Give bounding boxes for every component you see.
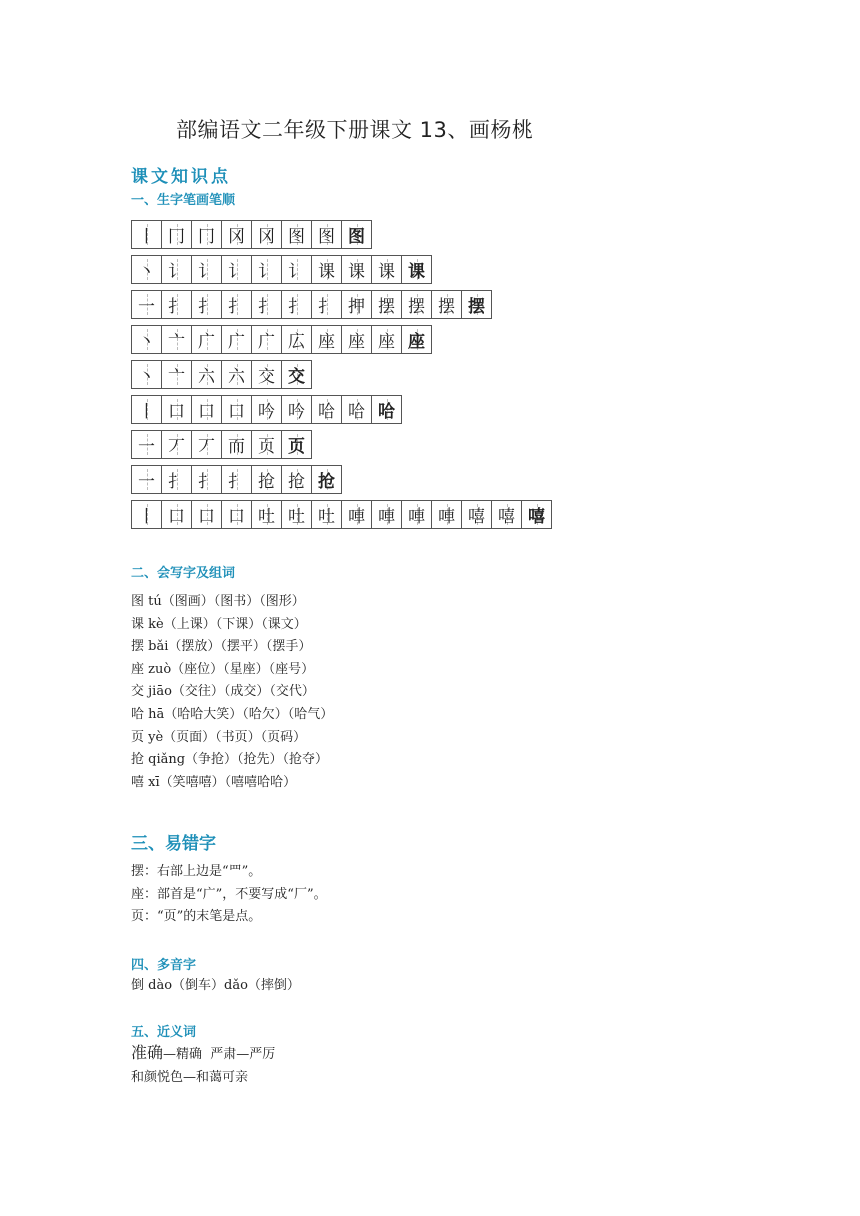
stroke-char: 冂 (168, 227, 185, 247)
stroke-char: 而 (228, 437, 245, 457)
stroke-cell (191, 465, 222, 494)
stroke-char: 座 (408, 332, 425, 352)
stroke-cell (431, 500, 462, 529)
stroke-char: 广 (228, 332, 245, 352)
stroke-cell (371, 500, 402, 529)
stroke-char: 摆 (408, 297, 425, 317)
stroke-cell (131, 220, 162, 249)
stroke-cell (281, 220, 312, 249)
mistake-line: 摆：右部上边是“罒”。 (131, 864, 262, 879)
stroke-cell (341, 220, 372, 249)
stroke-char: 讠 (168, 262, 185, 282)
stroke-row (131, 325, 551, 354)
stroke-char: 口 (168, 507, 185, 527)
stroke-cell (131, 395, 162, 424)
stroke-cell (401, 290, 432, 319)
stroke-row (131, 465, 551, 494)
stroke-cell (281, 465, 312, 494)
stroke-cell (461, 500, 492, 529)
stroke-cell (221, 465, 252, 494)
stroke-cell (311, 220, 342, 249)
stroke-char: 丶 (138, 367, 155, 387)
stroke-cell (281, 395, 312, 424)
stroke-cell (131, 500, 162, 529)
stroke-char: 图 (348, 227, 365, 247)
section-header: 课文知识点 (131, 167, 231, 187)
mistake-line: 页：“页”的末笔是点。 (131, 909, 262, 925)
stroke-char: 押 (348, 297, 365, 317)
stroke-cell (221, 360, 252, 389)
stroke-cell (161, 255, 192, 284)
stroke-cell (341, 290, 372, 319)
stroke-char: 扌 (198, 472, 215, 492)
stroke-row (131, 360, 551, 389)
word-line: 座 zuò（座位）（星座）（座号） (131, 661, 315, 677)
synonyms-list (131, 1042, 275, 1089)
stroke-row (131, 220, 551, 249)
stroke-char: 摆 (438, 297, 455, 317)
word-line: 交 jiāo（交往）（成交）（交代） (131, 684, 315, 700)
stroke-cell (131, 430, 162, 459)
stroke-char: 图 (288, 227, 305, 247)
polyphone-heading: 四、多音字 (131, 958, 197, 973)
stroke-cell (311, 500, 342, 529)
stroke-cell (281, 290, 312, 319)
stroke-char: 扌 (168, 297, 185, 317)
stroke-cell (161, 395, 192, 424)
stroke-char: 讠 (258, 262, 275, 282)
stroke-cell (311, 325, 342, 354)
stroke-cell (521, 500, 552, 529)
stroke-cell (161, 430, 192, 459)
stroke-char: 座 (318, 332, 335, 352)
stroke-order-grid (131, 220, 551, 535)
stroke-cell (191, 395, 222, 424)
stroke-char: 唓 (348, 507, 365, 527)
word-line: 图 tú（图画）（图书）（图形） (131, 594, 305, 609)
stroke-cell (281, 360, 312, 389)
synonym-rest: —精确 严肃—严厉 (163, 1047, 276, 1062)
stroke-cell (311, 395, 342, 424)
stroke-char: 课 (378, 262, 395, 282)
stroke-cell (281, 255, 312, 284)
stroke-cell (251, 290, 282, 319)
stroke-char: 扌 (198, 297, 215, 317)
stroke-char: 丆 (198, 437, 215, 457)
stroke-char: 讠 (228, 262, 245, 282)
stroke-char: 冈 (228, 227, 245, 247)
stroke-char: 摆 (468, 297, 485, 317)
page-title: 部编语文二年级下册课文 13、画杨桃 (176, 118, 534, 142)
stroke-cell (221, 395, 252, 424)
stroke-cell (251, 220, 282, 249)
stroke-cell (251, 395, 282, 424)
words-heading: 二、会写字及组词 (131, 566, 236, 581)
stroke-cell (131, 465, 162, 494)
stroke-cell (251, 325, 282, 354)
stroke-cell (401, 255, 432, 284)
stroke-char: 扌 (258, 297, 275, 317)
stroke-char: 抢 (318, 472, 335, 492)
stroke-cell (161, 325, 192, 354)
stroke-char: 讠 (198, 262, 215, 282)
stroke-cell (191, 500, 222, 529)
stroke-cell (491, 500, 522, 529)
stroke-char: 页 (258, 437, 275, 457)
word-line: 嘻 xī（笑嘻嘻）（嘻嘻哈哈） (131, 774, 297, 790)
stroke-cell (221, 255, 252, 284)
stroke-char: 吟 (288, 402, 305, 422)
stroke-char: 扌 (228, 297, 245, 317)
synonyms-heading: 五、近义词 (131, 1025, 197, 1040)
mistakes-heading: 三、易错字 (131, 834, 216, 854)
stroke-char: 亠 (168, 367, 185, 387)
stroke-char: 一 (138, 472, 155, 492)
stroke-char: 一 (138, 437, 155, 457)
stroke-cell (341, 255, 372, 284)
stroke-cell (281, 500, 312, 529)
polyphone-line: 倒 dào（倒车）dǎo（摔倒） (131, 978, 300, 993)
stroke-cell (221, 430, 252, 459)
stroke-cell (191, 360, 222, 389)
stroke-cell (371, 255, 402, 284)
stroke-char: 课 (408, 262, 425, 282)
stroke-row (131, 255, 551, 284)
stroke-char: 冈 (258, 227, 275, 247)
stroke-cell (161, 360, 192, 389)
stroke-cell (161, 220, 192, 249)
stroke-cell (191, 220, 222, 249)
stroke-row (131, 430, 551, 459)
stroke-cell (341, 325, 372, 354)
stroke-char: 图 (318, 227, 335, 247)
stroke-char: 扌 (318, 297, 335, 317)
stroke-cell (131, 360, 162, 389)
stroke-cell (461, 290, 492, 319)
stroke-cell (221, 220, 252, 249)
stroke-char: 吟 (258, 402, 275, 422)
stroke-cell (371, 325, 402, 354)
stroke-cell (221, 325, 252, 354)
stroke-char: 扌 (288, 297, 305, 317)
stroke-char: 嘻 (528, 507, 545, 527)
stroke-cell (131, 255, 162, 284)
stroke-cell (251, 255, 282, 284)
synonym-word: 准确 (131, 1043, 164, 1062)
stroke-char: 口 (198, 507, 215, 527)
stroke-cell (341, 500, 372, 529)
stroke-char: 交 (288, 367, 305, 387)
stroke-cell (131, 290, 162, 319)
stroke-cell (281, 325, 312, 354)
stroke-char: 広 (288, 332, 305, 352)
word-line: 页 yè（页面）（书页）（页码） (131, 729, 307, 745)
stroke-char: 课 (348, 262, 365, 282)
stroke-cell (311, 255, 342, 284)
stroke-char: 丨 (138, 402, 155, 422)
stroke-char: 抢 (258, 472, 275, 492)
stroke-char: 口 (168, 402, 185, 422)
synonym-line (131, 1042, 275, 1067)
stroke-char: 口 (228, 402, 245, 422)
stroke-cell (221, 500, 252, 529)
stroke-char: 吐 (258, 507, 275, 527)
stroke-char: 吐 (318, 507, 335, 527)
stroke-char: 哈 (378, 402, 395, 422)
word-line: 哈 hā（哈哈大笑）（哈欠）（哈气） (131, 706, 334, 722)
stroke-row (131, 290, 551, 319)
mistakes-list (131, 861, 327, 929)
mistake-line: 座：部首是“广”，不要写成“厂”。 (131, 886, 327, 902)
stroke-char: 唓 (408, 507, 425, 527)
stroke-cell (161, 465, 192, 494)
stroke-row (131, 500, 551, 529)
stroke-char: 扌 (168, 472, 185, 492)
stroke-char: 丶 (138, 332, 155, 352)
stroke-char: 交 (258, 367, 275, 387)
stroke-cell (371, 395, 402, 424)
stroke-char: 亠 (168, 332, 185, 352)
stroke-cell (341, 395, 372, 424)
stroke-cell (281, 430, 312, 459)
stroke-cell (191, 325, 222, 354)
stroke-char: 抢 (288, 472, 305, 492)
stroke-order-heading: 一、生字笔画笔顺 (131, 193, 236, 208)
stroke-char: 座 (348, 332, 365, 352)
stroke-cell (251, 500, 282, 529)
word-line: 摆 bǎi（摆放）（摆平）（摆手） (131, 639, 312, 655)
stroke-cell (401, 500, 432, 529)
stroke-cell (311, 290, 342, 319)
stroke-char: 口 (228, 507, 245, 527)
synonym-line: 和颜悦色—和蔼可亲 (131, 1069, 249, 1085)
stroke-char: 课 (318, 262, 335, 282)
stroke-cell (161, 290, 192, 319)
stroke-char: 唓 (438, 507, 455, 527)
stroke-char: 丨 (138, 227, 155, 247)
stroke-char: 广 (198, 332, 215, 352)
stroke-cell (161, 500, 192, 529)
stroke-cell (251, 465, 282, 494)
stroke-cell (251, 430, 282, 459)
stroke-cell (191, 430, 222, 459)
word-line: 抢 qiǎng（争抢）（抢先）（抢夺） (131, 752, 329, 768)
stroke-char: 一 (138, 297, 155, 317)
stroke-char: 六 (198, 367, 215, 387)
stroke-char: 哈 (348, 402, 365, 422)
words-list (131, 591, 333, 794)
word-line: 课 kè（上课）（下课）（课文） (131, 616, 307, 632)
stroke-cell (311, 465, 342, 494)
stroke-cell (371, 290, 402, 319)
stroke-char: 扌 (228, 472, 245, 492)
stroke-char: 丶 (138, 262, 155, 282)
stroke-char: 丆 (168, 437, 185, 457)
stroke-char: 唓 (378, 507, 395, 527)
stroke-char: 座 (378, 332, 395, 352)
stroke-char: 口 (198, 402, 215, 422)
stroke-char: 嘻 (468, 507, 485, 527)
stroke-char: 哈 (318, 402, 335, 422)
stroke-cell (221, 290, 252, 319)
stroke-char: 丨 (138, 507, 155, 527)
stroke-char: 六 (228, 367, 245, 387)
stroke-char: 冂 (198, 227, 215, 247)
stroke-char: 广 (258, 332, 275, 352)
stroke-cell (401, 325, 432, 354)
stroke-cell (251, 360, 282, 389)
stroke-char: 讠 (288, 262, 305, 282)
stroke-cell (131, 325, 162, 354)
stroke-char: 摆 (378, 297, 395, 317)
stroke-cell (431, 290, 462, 319)
stroke-cell (191, 255, 222, 284)
stroke-char: 页 (288, 437, 305, 457)
stroke-char: 吐 (288, 507, 305, 527)
stroke-row (131, 395, 551, 424)
polyphone-list (131, 975, 300, 998)
stroke-char: 嘻 (498, 507, 515, 527)
stroke-cell (191, 290, 222, 319)
